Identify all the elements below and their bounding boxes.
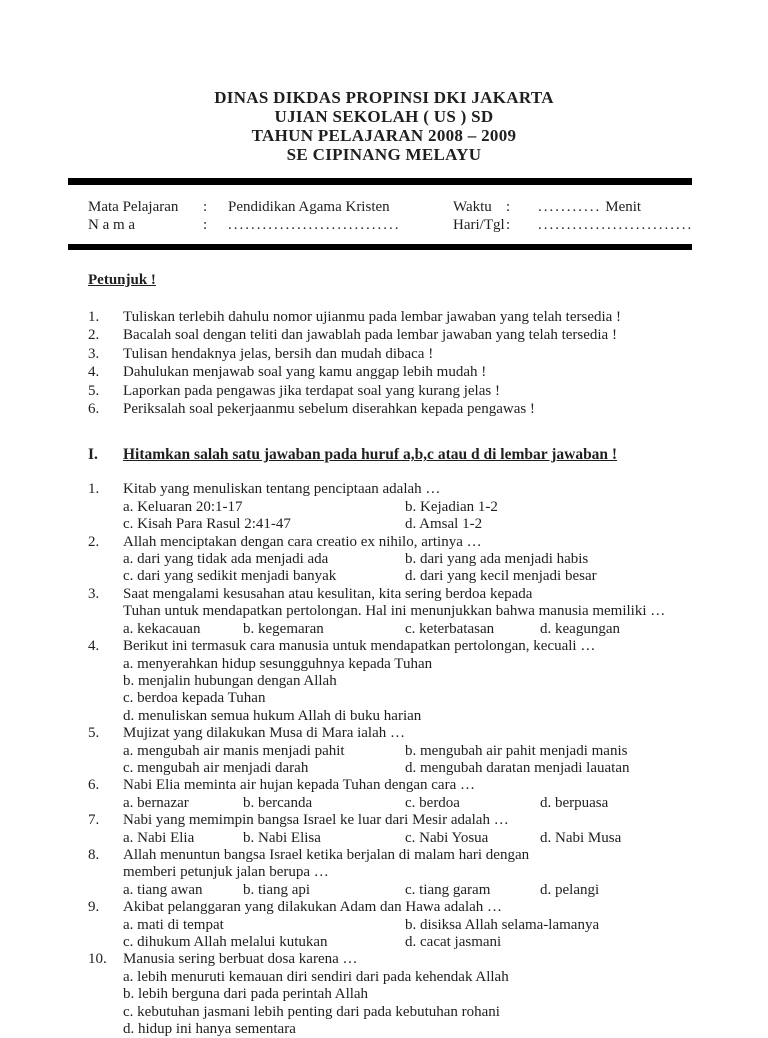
option-a: a. bernazar [123, 794, 189, 811]
options-row [0, 568, 768, 585]
question-text: Allah menuntun bangsa Israel ketika berjalan di malam hari dengan [123, 846, 530, 863]
option-b: b. menjalin hubungan dengan Allah [123, 672, 337, 689]
question-number: 1. [88, 481, 100, 498]
option-c: c. dari yang sedikit menjadi banyak [123, 568, 337, 585]
question-number: 6. [88, 777, 100, 794]
instruction-number: 1. [88, 309, 100, 325]
option-b: b. disiksa Allah selama-lamanya [405, 916, 600, 933]
question-5 [0, 725, 768, 777]
question-text: Allah menciptakan dengan cara creatio ex nihilo, artinya … [123, 533, 482, 550]
question-1 [0, 481, 768, 533]
instruction-number: 6. [88, 401, 100, 418]
options-row [0, 1021, 768, 1038]
question-text: Manusia sering berbuat dosa karena … [123, 951, 358, 968]
colon: : [203, 217, 208, 233]
question-text-row [0, 899, 768, 916]
options-row [0, 1004, 768, 1021]
section-heading [0, 446, 768, 464]
number-spacer [88, 830, 123, 847]
question-9 [0, 899, 768, 951]
number-spacer [88, 917, 123, 934]
number-spacer [88, 1021, 123, 1038]
instructions-list [0, 308, 768, 418]
question-number: 3. [88, 585, 100, 602]
name-label: N a m a [88, 217, 136, 233]
colon: : [203, 199, 208, 215]
number-spacer [88, 690, 123, 707]
options-row [0, 673, 768, 690]
number-spacer [88, 568, 123, 585]
option-c: c. dihukum Allah melalui kutukan [123, 934, 328, 950]
number-spacer [88, 795, 123, 812]
question-7 [0, 812, 768, 847]
option-d: d. Nabi Musa [540, 829, 622, 846]
question-text: Kitab yang menuliskan tentang penciptaan adalah … [123, 481, 441, 498]
instruction-number: 3. [88, 345, 100, 362]
option-a: a. Nabi Elia [123, 829, 195, 846]
option-a: a. kekacauan [123, 620, 201, 637]
question-text-row [0, 534, 768, 551]
question-text-row [0, 864, 768, 881]
number-spacer [88, 934, 123, 951]
letterhead-line-1: DINAS DIKDAS PROPINSI DKI JAKARTA [214, 88, 554, 107]
question-text: Akibat pelanggaran yang dilakukan Adam dan Hawa adalah … [123, 899, 503, 916]
options-row [0, 621, 768, 638]
name-blank-line: .............................. [228, 217, 401, 233]
number-spacer [88, 551, 123, 568]
question-3 [0, 586, 768, 638]
options-row [0, 760, 768, 777]
option-d: d. Amsal 1-2 [405, 516, 483, 533]
option-b: b. lebih berguna dari pada perintah Allah [123, 986, 369, 1003]
option-d: d. mengubah daratan menjadi lauatan [405, 759, 630, 776]
instruction-text: Bacalah soal dengan teliti dan jawablah pada lembar jawaban yang telah tersedia ! [123, 327, 617, 344]
option-c: c. berdoa [405, 794, 460, 811]
question-text-row [0, 638, 768, 655]
number-spacer [88, 743, 123, 760]
options-row [0, 830, 768, 847]
section-title: Hitamkan salah satu jawaban pada huruf a,b,c atau d di lembar jawaban ! [123, 446, 618, 464]
instructions-title: Petunjuk ! [88, 272, 156, 288]
options-row [0, 690, 768, 707]
option-a: a. mati di tempat [123, 916, 224, 933]
question-text-row [0, 603, 768, 620]
options-row [0, 551, 768, 568]
instruction-item [0, 326, 768, 344]
instruction-item [0, 363, 768, 381]
question-text-row [0, 951, 768, 968]
letterhead-line-4: SE CIPINANG MELAYU [286, 145, 482, 164]
number-spacer [88, 882, 123, 899]
options-row [0, 917, 768, 934]
instruction-text: Dahulukan menjawab soal yang kamu anggap lebih mudah ! [123, 364, 487, 381]
question-text-row [0, 847, 768, 864]
time-row [453, 198, 693, 216]
option-c: c. berdoa kepada Tuhan [123, 690, 266, 707]
option-b: b. kegemaran [243, 620, 324, 637]
options-row [0, 743, 768, 760]
option-a: a. menyerahkan hidup sesungguhnya kepada Tuhan [123, 655, 433, 672]
question-text-continued: Tuhan untuk mendapatkan pertolongan. Hal ini menunjukkan bahwa manusia memiliki … [123, 603, 666, 620]
option-b: b. mengubah air pahit menjadi manis [405, 742, 628, 759]
question-text: Nabi yang memimpin bangsa Israel ke luar dari Mesir adalah … [123, 812, 509, 829]
option-c: c. kebutuhan jasmani lebih penting dari pada kebutuhan rohani [123, 1003, 500, 1020]
option-c: c. Kisah Para Rasul 2:41-47 [123, 516, 291, 533]
section-numeral: I. [88, 446, 98, 464]
number-spacer [88, 656, 123, 673]
option-a: a. dari yang tidak ada menjadi ada [123, 551, 329, 568]
instruction-item [0, 382, 768, 400]
exam-info-left [88, 198, 453, 234]
instruction-text: Tuliskan terlebih dahulu nomor ujianmu pada lembar jawaban yang telah tersedia ! [123, 309, 622, 325]
instruction-text: Periksalah soal pekerjaanmu sebelum diserahkan kepada pengawas ! [123, 401, 535, 418]
options-row [0, 499, 768, 516]
number-spacer [88, 760, 123, 777]
subject-label: Mata Pelajaran [88, 199, 179, 215]
question-number: 5. [88, 725, 100, 742]
options-row [0, 795, 768, 812]
time-blank-line: ........... [538, 199, 602, 215]
question-text-row [0, 725, 768, 742]
horizontal-rule-top [68, 178, 692, 185]
number-spacer [88, 1004, 123, 1021]
colon: : [506, 217, 511, 233]
option-b: b. Kejadian 1-2 [405, 498, 498, 515]
instruction-text: Laporkan pada pengawas jika terdapat soal yang kurang jelas ! [123, 382, 500, 399]
colon: : [506, 199, 511, 215]
option-c: c. Nabi Yosua [405, 829, 489, 846]
option-d: d. hidup ini hanya sementara [123, 1021, 296, 1038]
question-8 [0, 847, 768, 899]
options-row [0, 656, 768, 673]
question-number: 4. [88, 638, 100, 655]
number-spacer [88, 969, 123, 986]
instruction-item [0, 308, 768, 326]
instruction-number: 2. [88, 327, 100, 344]
question-text-continued: memberi petunjuk jalan berupa … [123, 864, 329, 881]
date-label: Hari/Tgl [453, 217, 505, 233]
options-row [0, 934, 768, 951]
question-6 [0, 777, 768, 812]
letterhead-line-2: UJIAN SEKOLAH ( US ) SD [274, 107, 494, 126]
time-unit: Menit [605, 199, 642, 215]
option-c: c. tiang garam [405, 881, 491, 898]
options-row [0, 882, 768, 899]
name-row [88, 216, 453, 234]
instruction-number: 5. [88, 382, 100, 399]
number-spacer [88, 864, 123, 881]
date-row [453, 216, 693, 234]
question-text-row [0, 586, 768, 603]
option-b: b. dari yang ada menjadi habis [405, 551, 589, 568]
question-text-row [0, 777, 768, 794]
option-b: b. tiang api [243, 881, 311, 898]
option-a: a. lebih menuruti kemauan diri sendiri dari pada kehendak Allah [123, 968, 509, 985]
option-a: a. tiang awan [123, 881, 203, 898]
question-number: 7. [88, 812, 100, 829]
question-text: Mujizat yang dilakukan Musa di Mara ialah … [123, 725, 406, 742]
number-spacer [88, 708, 123, 725]
number-spacer [88, 499, 123, 516]
option-d: d. cacat jasmani [405, 934, 502, 950]
question-number: 2. [88, 533, 100, 550]
number-spacer [88, 986, 123, 1003]
question-2 [0, 534, 768, 586]
question-text-row [0, 812, 768, 829]
options-row [0, 708, 768, 725]
number-spacer [88, 673, 123, 690]
option-b: b. Nabi Elisa [243, 829, 321, 846]
question-text: Berikut ini termasuk cara manusia untuk mendapatkan pertolongan, kecuali … [123, 638, 596, 655]
option-c: c. mengubah air menjadi darah [123, 759, 309, 776]
option-d: d. menuliskan semua hukum Allah di buku harian [123, 707, 422, 724]
option-a: a. mengubah air manis menjadi pahit [123, 742, 345, 759]
instruction-number: 4. [88, 364, 100, 381]
subject-value: Pendidikan Agama Kristen [228, 199, 390, 215]
question-number: 9. [88, 899, 100, 916]
question-10 [0, 951, 768, 1038]
options-row [0, 969, 768, 986]
question-4 [0, 638, 768, 725]
instruction-item [0, 400, 768, 418]
option-d: d. keagungan [540, 620, 620, 637]
number-spacer [88, 621, 123, 638]
horizontal-rule-bottom [68, 244, 692, 250]
instruction-text: Tulisan hendaknya jelas, bersih dan mudah dibaca ! [123, 345, 434, 362]
number-spacer [88, 516, 123, 533]
option-d: d. pelangi [540, 881, 600, 898]
option-b: b. bercanda [243, 794, 313, 811]
options-row [0, 986, 768, 1003]
exam-info-right [453, 198, 693, 234]
option-a: a. Keluaran 20:1-17 [123, 498, 243, 515]
date-blank-line: ........................... [538, 217, 694, 233]
question-number: 8. [88, 846, 100, 863]
exam-info-box [0, 185, 768, 244]
question-text: Nabi Elia meminta air hujan kepada Tuhan dengan cara … [123, 777, 475, 794]
instruction-item [0, 345, 768, 363]
question-number: 10. [88, 951, 107, 968]
number-spacer [88, 603, 123, 620]
time-label: Waktu [453, 199, 492, 215]
question-text: Saat mengalami kesusahan atau kesulitan, kita sering berdoa kepada [123, 585, 533, 602]
letterhead-line-3: TAHUN PELAJARAN 2008 – 2009 [251, 126, 517, 145]
option-d: d. berpuasa [540, 794, 609, 811]
question-text-row [0, 481, 768, 498]
options-row [0, 516, 768, 533]
option-d: d. dari yang kecil menjadi besar [405, 568, 597, 585]
subject-row [88, 198, 453, 216]
question-list [0, 481, 768, 1038]
option-c: c. keterbatasan [405, 620, 495, 637]
letterhead [0, 0, 768, 164]
